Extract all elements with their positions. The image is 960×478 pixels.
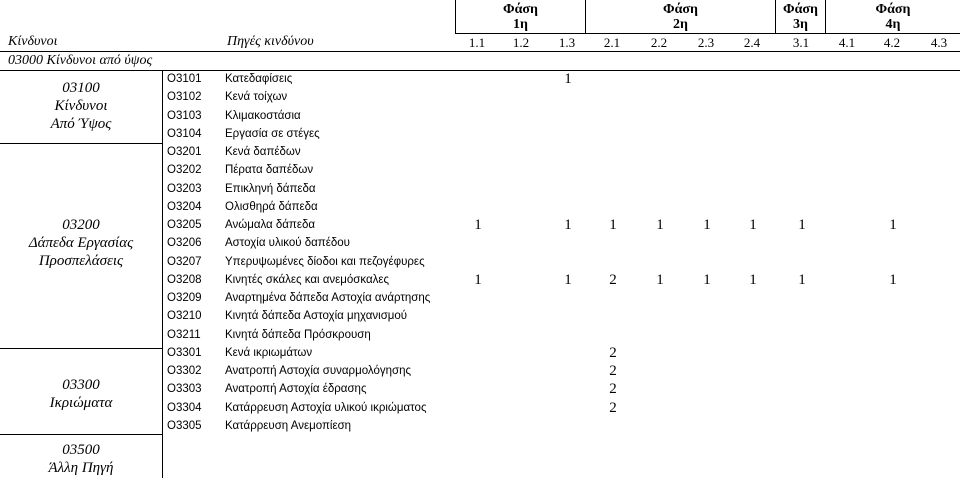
- source-description: Επικληνή δάπεδα: [225, 182, 316, 195]
- table-row: [163, 180, 960, 198]
- source-description: Αστοχία υλικού δαπέδου: [225, 237, 350, 250]
- table-row: [163, 380, 960, 398]
- table-row: [163, 161, 960, 179]
- group-code: 03200: [62, 217, 100, 233]
- source-code: Ο3201: [167, 146, 202, 158]
- source-code: Ο3103: [167, 109, 202, 122]
- table-row: [163, 70, 960, 88]
- subphase-label: 4.2: [883, 35, 901, 50]
- source-description: Αναρτημένα δάπεδα Αστοχία ανάρτησης: [225, 292, 431, 304]
- phase-header-3: [775, 0, 825, 34]
- subphase-label: 1.1: [468, 35, 486, 50]
- group-code: 03500: [62, 442, 100, 458]
- table-row: [163, 216, 960, 234]
- source-description: Ολισθηρά δάπεδα: [225, 200, 318, 213]
- rating-value: 2: [609, 271, 617, 288]
- source-code: Ο3302: [167, 365, 202, 377]
- rating-value: 1: [703, 271, 711, 288]
- rating-value: 2: [609, 399, 617, 416]
- phase-title: Φάση: [663, 2, 698, 17]
- rating-value: 1: [703, 217, 711, 233]
- group-03200: [0, 144, 163, 349]
- hazards-label: Κίνδυνοι: [8, 34, 58, 49]
- source-description: Κενά τοίχων: [225, 91, 288, 104]
- source-code: Ο3304: [167, 401, 202, 414]
- table-row: [163, 125, 960, 143]
- group-code: 03300: [62, 377, 100, 393]
- table-row: [163, 143, 960, 161]
- subphase-label: 4.3: [930, 35, 948, 50]
- rating-value: 1: [609, 217, 617, 233]
- source-description: Κινητές σκάλες και ανεμόσκαλες: [225, 273, 390, 286]
- rating-value: 1: [564, 271, 572, 288]
- table-row: [163, 362, 960, 380]
- subphase-label: 3.1: [792, 35, 810, 50]
- source-code: Ο3303: [167, 383, 202, 396]
- group-03300: [0, 349, 163, 435]
- rating-value: 1: [889, 217, 897, 233]
- table-row: [163, 289, 960, 307]
- source-code: Ο3101: [167, 73, 202, 85]
- source-description: Ανατροπή Αστοχία συναρμολόγησης: [225, 365, 412, 377]
- source-code: Ο3207: [167, 255, 202, 268]
- group-03500: [0, 435, 163, 478]
- source-code: Ο3211: [167, 328, 201, 341]
- rating-value: 1: [474, 271, 482, 288]
- source-description: Ανατροπή Αστοχία έδρασης: [225, 383, 367, 396]
- phase-sub: 1η: [513, 17, 528, 32]
- source-description: Κατάρρευση Αστοχία υλικού ικριώματος: [225, 401, 427, 414]
- source-description: Ανώμαλα δάπεδα: [225, 219, 316, 231]
- source-description: Κενά δαπέδων: [225, 146, 301, 158]
- rating-value: 2: [609, 381, 617, 398]
- subphase-label: 4.1: [838, 35, 856, 50]
- table-row: [163, 399, 960, 417]
- table-row: [163, 344, 960, 362]
- phase-header-2: [585, 0, 775, 34]
- rating-value: 2: [609, 363, 617, 379]
- table-row: [163, 307, 960, 325]
- rating-value: 1: [564, 71, 572, 87]
- source-description: Πέρατα δαπέδων: [225, 164, 314, 177]
- source-code: Ο3205: [167, 219, 202, 231]
- table-row: [163, 198, 960, 216]
- rating-value: 1: [656, 217, 664, 233]
- source-code: Ο3209: [167, 292, 202, 304]
- source-code: Ο3104: [167, 127, 202, 140]
- rating-value: 1: [749, 271, 757, 288]
- group-name: Από Ύψος: [50, 116, 112, 132]
- group-name: Δάπεδα Εργασίας: [28, 235, 134, 251]
- category-title: 03000 Κίνδυνοι από ύψος: [8, 53, 153, 68]
- rating-value: 1: [889, 271, 897, 288]
- phase-header-4: [825, 0, 960, 34]
- rating-value: 1: [749, 217, 757, 233]
- group-name: Ικριώματα: [49, 395, 113, 411]
- rating-value: 1: [798, 217, 806, 233]
- table-row: [163, 417, 960, 435]
- subphase-label: 1.2: [512, 35, 530, 50]
- table-row: [163, 234, 960, 252]
- column-header-row: [0, 34, 960, 52]
- source-code: Ο3301: [167, 346, 202, 359]
- source-code: Ο3208: [167, 273, 202, 286]
- subphase-label: 2.1: [603, 35, 621, 50]
- phase-sub: 2η: [673, 17, 688, 32]
- source-description: Κενά ικριωμάτων: [225, 346, 313, 359]
- group-name: Κίνδυνοι: [54, 98, 108, 114]
- rating-value: 1: [798, 271, 806, 288]
- subphase-label: 2.4: [743, 35, 761, 50]
- subphase-label: 2.2: [650, 35, 668, 50]
- source-code: Ο3206: [167, 237, 202, 250]
- table-row: [163, 88, 960, 106]
- rating-value: 1: [656, 271, 664, 288]
- source-description: Κινητά δάπεδα Αστοχία μηχανισμού: [225, 310, 408, 323]
- phase-header-1: [455, 0, 585, 34]
- source-code: Ο3210: [167, 310, 202, 323]
- phase-title: Φάση: [503, 2, 538, 17]
- phase-sub: 4η: [885, 17, 901, 32]
- phase-sub: 3η: [793, 17, 808, 32]
- source-description: Κλιμακοστάσια: [225, 109, 301, 122]
- source-code: Ο3102: [167, 91, 202, 104]
- source-description: Κατεδαφίσεις: [225, 73, 293, 85]
- group-code: 03100: [62, 80, 100, 96]
- table-row: [163, 326, 960, 344]
- phase-title: Φάση: [875, 2, 911, 17]
- subphase-label: 2.3: [697, 35, 715, 50]
- table-row: [163, 253, 960, 271]
- rating-value: 1: [474, 217, 482, 233]
- phase-title: Φάση: [783, 2, 818, 17]
- table-row: [163, 271, 960, 289]
- group-name: Άλλη Πηγή: [48, 460, 114, 476]
- source-description: Κινητά δάπεδα Πρόσκρουση: [225, 328, 371, 341]
- group-03100: [0, 70, 163, 144]
- group-name: Προσπελάσεις: [38, 253, 124, 269]
- sources-label: Πηγές κινδύνου: [227, 34, 314, 49]
- source-code: Ο3305: [167, 419, 202, 432]
- subphase-label: 1.3: [558, 35, 576, 50]
- source-code: Ο3202: [167, 164, 202, 177]
- source-description: Εργασία σε στέγες: [225, 127, 320, 140]
- source-description: Υπερυψωμένες δίοδοι και πεζογέφυρες: [225, 255, 425, 268]
- category-row: [0, 52, 960, 71]
- table-row: [163, 107, 960, 125]
- source-code: Ο3203: [167, 182, 202, 195]
- rating-value: 1: [564, 217, 572, 233]
- source-description: Κατάρρευση Ανεμοπίεση: [225, 419, 352, 432]
- source-code: Ο3204: [167, 200, 202, 213]
- rating-value: 2: [609, 344, 617, 361]
